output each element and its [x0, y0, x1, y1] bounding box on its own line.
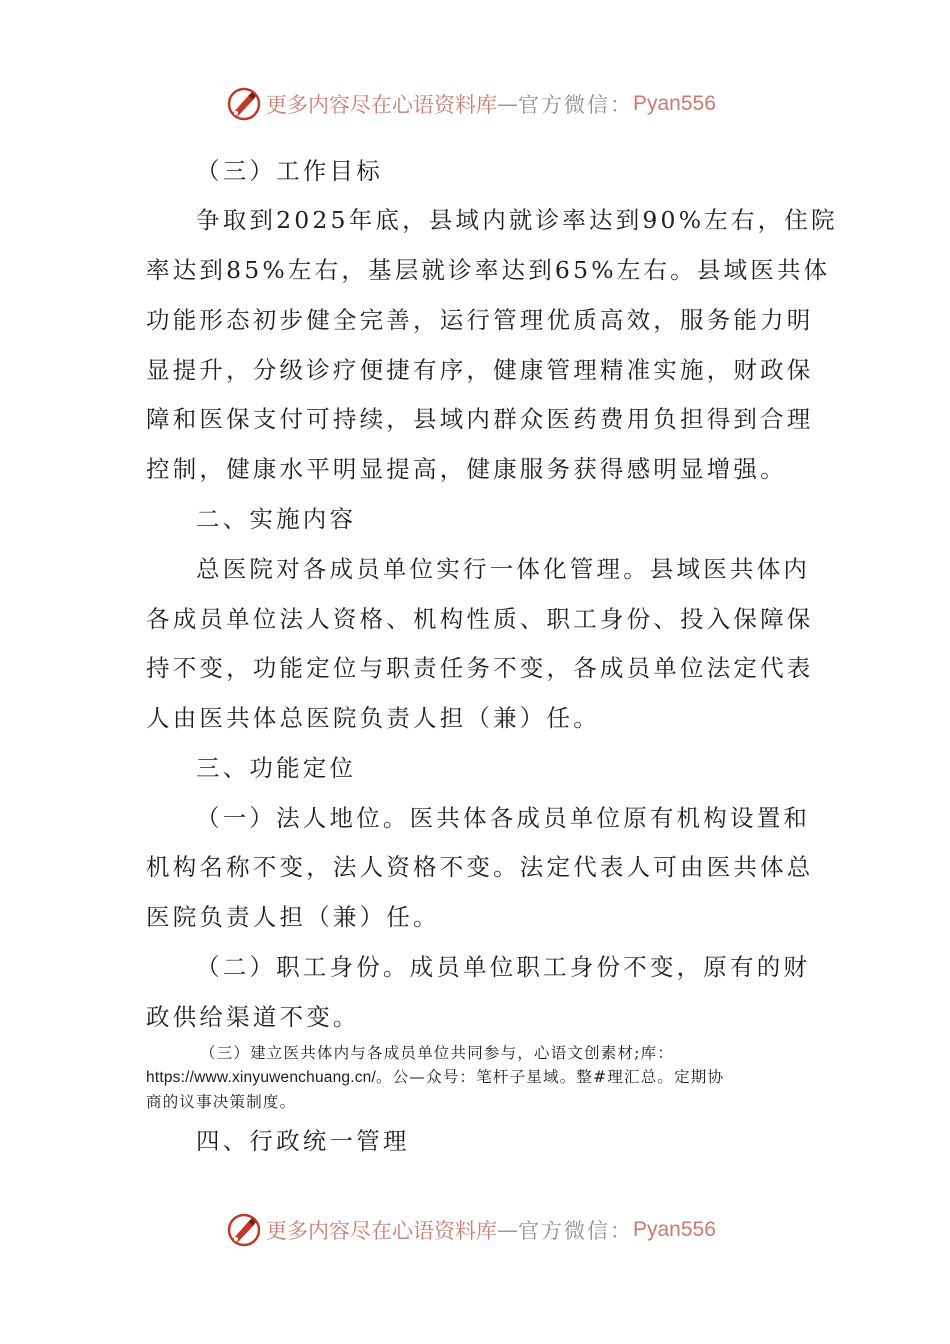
- section-heading-implementation: 二、实施内容: [196, 505, 357, 533]
- note-line: 商的议事决策制度。: [146, 1093, 297, 1111]
- banner-wechat-handle: Pyan556: [633, 92, 716, 115]
- banner-contact-label: 官方微信：: [518, 93, 633, 117]
- note-line: （三）建立医共体内与各成员单位共同参与，心语文创素材;库：: [200, 1044, 675, 1062]
- paragraph-line: 控制，健康水平明显提高，健康服务获得感明显增强。: [146, 455, 787, 483]
- paragraph-line: （一）法人地位。医共体各成员单位原有机构设置和: [196, 804, 811, 832]
- subheading-work-goals: （三）工作目标: [196, 157, 383, 185]
- section-heading-function: 三、功能定位: [196, 754, 357, 782]
- paragraph-line: 功能形态初步健全完善，运行管理优质高效，服务能力明: [146, 306, 814, 334]
- note-url-link[interactable]: https://www.xinyuwenchuang.cn/: [146, 1069, 377, 1086]
- paragraph-line: 医院负责人担（兼）任。: [146, 903, 440, 931]
- banner-title: 更多内容尽在心语资料库: [266, 1219, 497, 1243]
- banner-dash: —: [497, 92, 518, 116]
- pen-logo-icon: [226, 1212, 262, 1248]
- banner-dash: —: [497, 1218, 518, 1242]
- paragraph-line: 持不变，功能定位与职责任务不变，各成员单位法定代表: [146, 654, 814, 682]
- paragraph-line: 障和医保支付可持续，县域内群众医药费用负担得到合理: [146, 405, 814, 433]
- paragraph-line: 争取到2025年底，县域内就诊率达到90%左右，住院: [196, 206, 838, 234]
- paragraph-line: 率达到85%左右，基层就诊率达到65%左右。县域医共体: [146, 256, 831, 284]
- paragraph-line: 总医院对各成员单位实行一体化管理。县域医共体内: [196, 555, 811, 583]
- footer-banner: [226, 1208, 746, 1252]
- paragraph-line: 人由医共体总医院负责人担（兼）任。: [146, 704, 600, 732]
- pen-logo-icon: [226, 86, 262, 122]
- paragraph-line: （二）职工身份。成员单位职工身份不变，原有的财: [196, 953, 811, 981]
- banner-contact-label: 官方微信：: [518, 1219, 633, 1243]
- note-line-with-url: [146, 1066, 816, 1089]
- note-line-rest: 。公—众号：笔杆子星域。整#理汇总。定期协: [376, 1068, 725, 1086]
- banner-title: 更多内容尽在心语资料库: [266, 93, 497, 117]
- banner-wechat-handle: Pyan556: [633, 1218, 716, 1241]
- paragraph-line: 显提升，分级诊疗便捷有序，健康管理精准实施，财政保: [146, 356, 814, 384]
- header-banner: [226, 82, 746, 126]
- paragraph-line: 政供给渠道不变。: [146, 1003, 360, 1031]
- paragraph-line: 机构名称不变，法人资格不变。法定代表人可由医共体总: [146, 853, 814, 881]
- paragraph-line: 各成员单位法人资格、机构性质、职工身份、投入保障保: [146, 605, 814, 633]
- section-heading-administration: 四、行政统一管理: [196, 1127, 410, 1155]
